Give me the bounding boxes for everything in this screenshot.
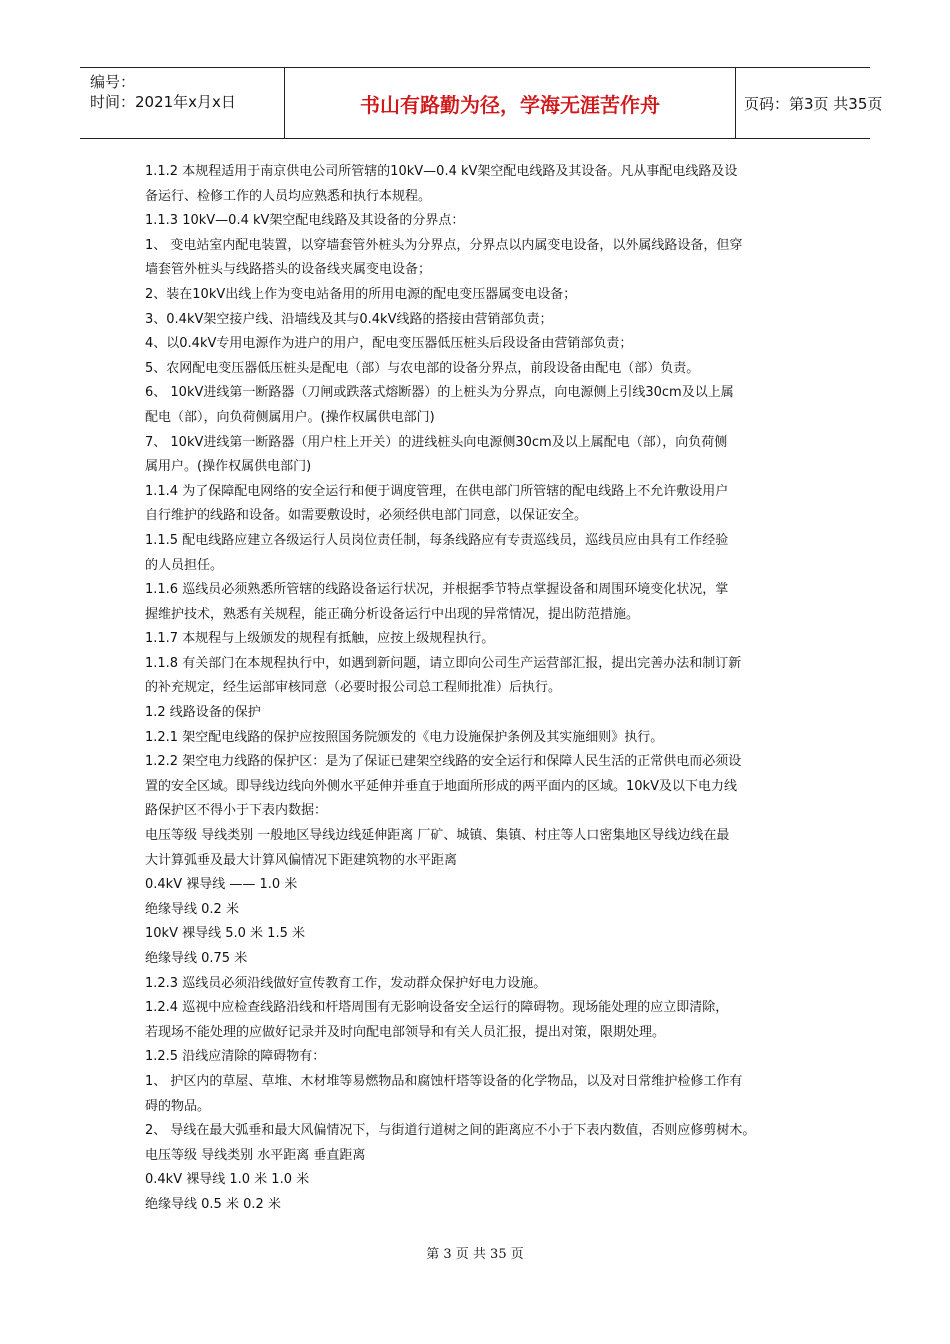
text-line: 1.1.8 有关部门在本规程执行中，如遇到新问题，请立即向公司生产运营部汇报，提出完善办法和制订新 xyxy=(145,655,742,671)
text-line: 碍的物品。 xyxy=(145,1098,211,1114)
header-motto: 书山有路勤为径，学海无涯苦作舟 xyxy=(360,93,660,117)
text-line: 1.1.6 巡线员必须熟悉所管辖的线路设备运行状况，并根据季节特点掌握设备和周围环境变化状况，掌 xyxy=(145,582,729,598)
text-line: 1.1.7 本规程与上级颁发的规程有抵触，应按上级规程执行。 xyxy=(145,631,495,647)
text-line: 电压等级 导线类别 水平距离 垂直距离 xyxy=(145,1147,366,1163)
text-line: 的人员担任。 xyxy=(145,557,224,573)
text-line: 1、 护区内的草屋、草堆、木材堆等易燃物品和腐蚀杆塔等设备的化学物品，以及对日常维护检修工作有 xyxy=(145,1073,743,1089)
text-line: 1.1.2 本规程适用于南京供电公司所管辖的10kV—0.4 kV架空配电线路及其设备。凡从事配电线路及设 xyxy=(145,164,738,179)
page-header xyxy=(80,67,883,139)
text-line: 1.2.1 架空配电线路的保护应按照国务院颁发的《电力设施保护条例及其实施细则》执行。 xyxy=(145,729,664,745)
page-footer: 第 3 页 共 35 页 xyxy=(426,1247,524,1262)
text-line: 10kV 裸导线 5.0 米 1.5 米 xyxy=(145,926,305,942)
text-line: 0.4kV 裸导线 1.0 米 1.0 米 xyxy=(145,1172,310,1188)
text-line: 3、0.4kV架空接户线、沿墙线及其与0.4kV线路的搭接由营销部负责； xyxy=(145,311,553,327)
text-line: 1.2.2 架空电力线路的保护区：是为了保证已建架空线路的安全运行和保障人民生活的正常供电而必须设 xyxy=(145,754,742,770)
text-line: 7、 10kV进线第一断路器（用户柱上开关）的进线桩头向电源侧30cm及以上属配电（部），向负荷侧 xyxy=(145,434,728,450)
text-line: 墙套管外桩头与线路搭头的设备线夹属变电设备； xyxy=(145,262,432,278)
text-line: 2、 导线在最大弧垂和最大风偏情况下，与街道行道树之间的距离应不小于下表内数值，否则应修剪树木。 xyxy=(145,1123,756,1139)
text-line: 1.2 线路设备的保护 xyxy=(145,705,261,721)
text-line: 若现场不能处理的应做好记录并及时向配电部领导和有关人员汇报，提出对策，限期处理。 xyxy=(145,1024,666,1040)
header-motto-cell xyxy=(285,68,736,138)
text-line: 置的安全区域。即导线边线向外侧水平延伸并垂直于地面所形成的两平面内的区域。10kV及以下电力线 xyxy=(145,778,737,794)
header-meta-cell xyxy=(80,68,285,138)
text-line: 绝缘导线 0.2 米 xyxy=(145,901,239,917)
text-line: 绝缘导线 0.75 米 xyxy=(145,951,248,966)
text-line: 属用户。(操作权属供电部门) xyxy=(145,459,312,475)
text-line: 绝缘导线 0.5 米 0.2 米 xyxy=(145,1196,281,1212)
text-line: 配电（部），向负荷侧属用户。(操作权属供电部门) xyxy=(145,409,435,425)
text-line: 路保护区不得小于下表内数据： xyxy=(145,803,328,819)
text-line: 电压等级 导线类别 一般地区导线边线延伸距离 厂矿、城镇、集镇、村庄等人口密集地区导线边线在最 xyxy=(145,828,730,844)
text-line: 4、以0.4kV专用电源作为进户的用户，配电变压器低压桩头后段设备由营销部负责； xyxy=(145,336,633,352)
document-date: 时间：2021年x月x日 xyxy=(90,93,236,111)
document-body xyxy=(145,160,825,1218)
text-line: 1.2.5 沿线应清除的障碍物有： xyxy=(145,1049,326,1065)
text-line: 大计算弧垂及最大计算风偏情况下距建筑物的水平距离 xyxy=(145,852,458,868)
text-line: 1、 变电站室内配电装置，以穿墙套管外桩头为分界点，分界点以内属变电设备，以外属线路设备，但穿 xyxy=(145,237,743,253)
text-line: 握维护技术，熟悉有关规程，能正确分析设备运行中出现的异常情况，提出防范措施。 xyxy=(145,606,640,622)
text-line: 6、 10kV进线第一断路器（刀闸或跌落式熔断器）的上桩头为分界点，向电源侧上引线30cm及以上属 xyxy=(145,385,734,401)
text-line: 的补充规定，经生运部审核同意（必要时报公司总工程师批准）后执行。 xyxy=(145,680,562,696)
document-number-label: 编号： xyxy=(90,73,136,91)
text-line: 1.2.3 巡线员必须沿线做好宣传教育工作，发动群众保护好电力设施。 xyxy=(145,975,547,991)
text-line: 1.2.4 巡视中应检查线路沿线和杆塔周围有无影响设备安全运行的障碍物。现场能处理的应立即清除， xyxy=(145,1000,729,1016)
text-line: 自行维护的线路和设备。如需要敷设时，必须经供电部门同意，以保证安全。 xyxy=(145,508,588,524)
text-line: 1.1.5 配电线路应建立各级运行人员岗位责任制，每条线路应有专责巡线员，巡线员应由具有工作经验 xyxy=(145,532,729,548)
text-line: 1.1.3 10kV—0.4 kV架空配电线路及其设备的分界点： xyxy=(145,213,465,229)
text-line: 5、农网配电变压器低压桩头是配电（部）与农电部的设备分界点，前段设备由配电（部）负责。 xyxy=(145,360,700,376)
text-line: 2、装在10kV出线上作为变电站备用的所用电源的配电变压器属变电设备； xyxy=(145,286,577,302)
header-page-cell xyxy=(736,68,883,138)
text-line: 1.1.4 为了保障配电网络的安全运行和便于调度管理，在供电部门所管辖的配电线路上不允许敷设用户 xyxy=(145,483,729,499)
header-page-info: 页码：第3页 共35页 xyxy=(744,95,883,113)
text-line: 备运行、检修工作的人员均应熟悉和执行本规程。 xyxy=(145,188,432,204)
text-line: 0.4kV 裸导线 —— 1.0 米 xyxy=(145,877,298,893)
